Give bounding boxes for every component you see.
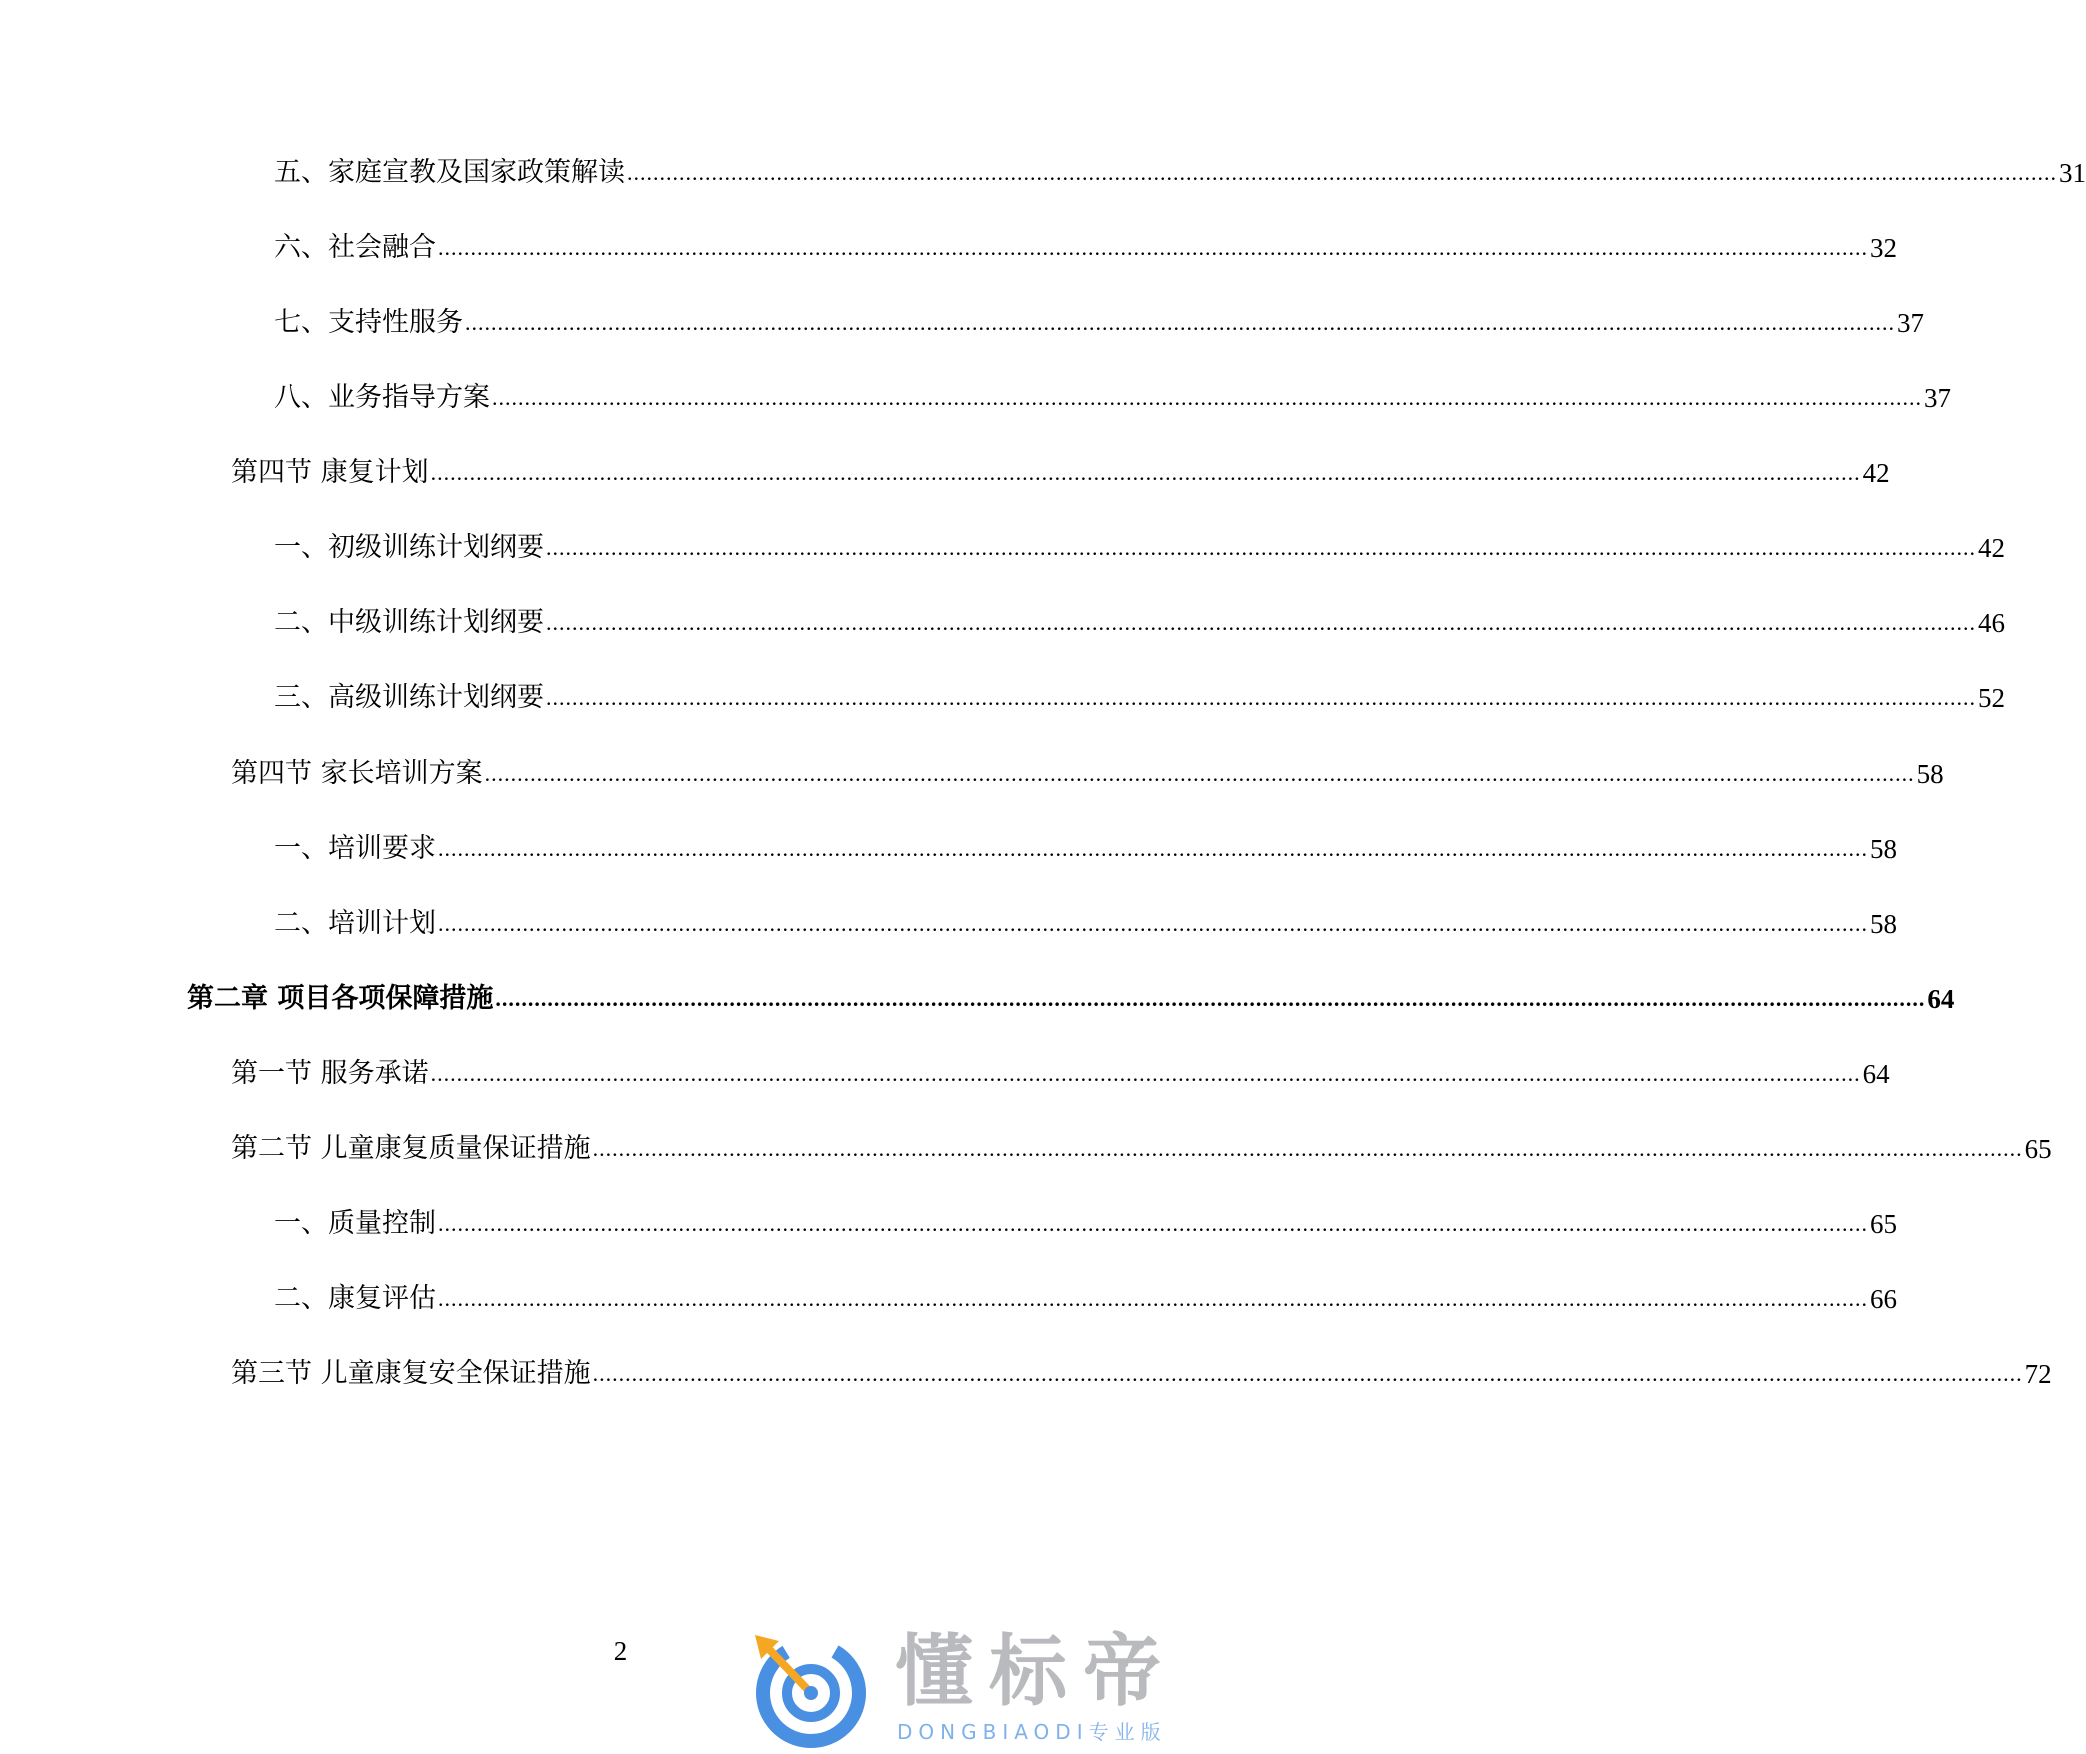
toc-entry[interactable] — [274, 904, 1897, 944]
toc-entry-title: 七、支持性服务 — [274, 307, 463, 338]
toc-entry[interactable] — [274, 228, 1897, 268]
toc-entry-page: 46 — [1978, 608, 2005, 638]
toc-entry-title: 第三节 儿童康复安全保证措施 — [231, 1358, 591, 1389]
toc-leader-dots: ............................................................................................................................................................................................................................ — [430, 460, 1861, 485]
toc-entry-title: 第二节 儿童康复质量保证措施 — [231, 1133, 591, 1164]
toc-entry[interactable] — [231, 453, 1890, 493]
toc-leader-dots: ............................................................................................................................................................................................................................ — [438, 1211, 1868, 1236]
toc-entry-title: 二、康复评估 — [274, 1283, 436, 1314]
toc-entry-page: 58 — [1870, 834, 1897, 864]
toc-entry-page: 58 — [1916, 759, 1944, 789]
toc-entry[interactable] — [231, 1129, 2052, 1169]
target-arrow-icon — [745, 1625, 885, 1749]
toc-entry-page: 32 — [1870, 233, 1897, 263]
toc-entry-page: 65 — [1870, 1209, 1897, 1239]
toc-entry-title: 第一节 服务承诺 — [231, 1058, 429, 1089]
toc-entry-title: 二、中级训练计划纲要 — [274, 607, 544, 638]
toc-entry-title: 一、初级训练计划纲要 — [274, 532, 544, 563]
toc-entry-title: 五、家庭宣教及国家政策解读 — [274, 157, 625, 188]
toc-entry-title: 六、社会融合 — [274, 232, 436, 263]
toc-entry-page: 52 — [1978, 683, 2005, 713]
toc-entry-page: 37 — [1924, 383, 1951, 413]
toc-leader-dots: ............................................................................................................................................................................................................................ — [546, 685, 1976, 710]
watermark-subtitle: DONGBIAODI专业版 — [897, 1720, 1167, 1744]
toc-leader-dots: ............................................................................................................................................................................................................................ — [484, 761, 1915, 786]
toc-entry-page: 65 — [2024, 1134, 2052, 1164]
toc-entry[interactable] — [274, 1279, 1897, 1319]
toc-entry[interactable] — [231, 1054, 1890, 1094]
toc-leader-dots: ............................................................................................................................................................................................................................ — [430, 1061, 1861, 1086]
toc-entry-title: 二、培训计划 — [274, 908, 436, 939]
toc-entry-page: 58 — [1870, 909, 1897, 939]
toc-entry-title: 一、质量控制 — [274, 1208, 436, 1239]
toc-entry[interactable] — [231, 754, 1944, 794]
toc-entry-page: 64 — [1927, 984, 1955, 1014]
toc-entry-title: 第二章 项目各项保障措施 — [187, 983, 494, 1014]
toc-leader-dots: ............................................................................................................................................................................................................................ — [492, 385, 1922, 410]
toc-entry-page: 66 — [1870, 1284, 1897, 1314]
toc-entry-page: 37 — [1897, 308, 1924, 338]
toc-entry[interactable] — [274, 378, 1951, 418]
toc-entry[interactable] — [274, 153, 2086, 193]
toc-entry[interactable] — [274, 829, 1897, 869]
toc-entry[interactable] — [274, 1204, 1897, 1244]
toc-leader-dots: ............................................................................................................................................................................................................................ — [592, 1361, 2023, 1386]
toc-leader-dots: ............................................................................................................................................................................................................................ — [438, 836, 1868, 861]
toc-entry[interactable] — [274, 303, 1924, 343]
toc-entry[interactable] — [187, 979, 1955, 1019]
toc-entry[interactable] — [274, 528, 2005, 568]
toc-entry[interactable] — [274, 678, 2005, 718]
watermark-brand: 懂标帝 — [895, 1627, 1178, 1717]
page-number: 2 — [613, 1636, 628, 1666]
toc-leader-dots: ............................................................................................................................................................................................................................ — [438, 911, 1868, 936]
toc-entry-page: 64 — [1862, 1059, 1890, 1089]
toc-entry[interactable] — [274, 603, 2005, 643]
toc-entry-page: 42 — [1862, 458, 1890, 488]
toc-entry[interactable] — [231, 1354, 2052, 1394]
toc-leader-dots: ............................................................................................................................................................................................................................ — [546, 535, 1976, 560]
toc-leader-dots: ............................................................................................................................................................................................................................ — [592, 1136, 2023, 1161]
toc-entry-title: 第四节 家长培训方案 — [231, 758, 483, 789]
watermark — [745, 1625, 1225, 1749]
toc-leader-dots: ............................................................................................................................................................................................................................ — [627, 160, 2057, 185]
toc-entry-title: 第四节 康复计划 — [231, 457, 429, 488]
toc-entry-title: 八、业务指导方案 — [274, 382, 490, 413]
toc-leader-dots: ............................................................................................................................................................................................................................ — [495, 986, 1926, 1011]
toc-leader-dots: ............................................................................................................................................................................................................................ — [438, 235, 1868, 260]
toc-leader-dots: ............................................................................................................................................................................................................................ — [438, 1286, 1868, 1311]
toc-entry-page: 42 — [1978, 533, 2005, 563]
toc-leader-dots: ............................................................................................................................................................................................................................ — [465, 310, 1895, 335]
toc-entry-page: 72 — [2024, 1359, 2052, 1389]
toc-entry-title: 一、培训要求 — [274, 833, 436, 864]
toc-entry-page: 31 — [2059, 158, 2086, 188]
toc-leader-dots: ............................................................................................................................................................................................................................ — [546, 610, 1976, 635]
toc-entry-title: 三、高级训练计划纲要 — [274, 682, 544, 713]
